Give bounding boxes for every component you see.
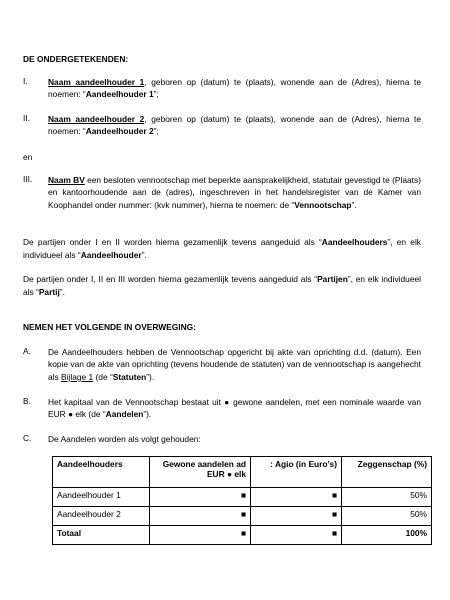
total-agio: ■ [251, 526, 342, 545]
party-2-number: II. [23, 113, 30, 123]
recital-a-letter: A. [23, 346, 31, 356]
party-1-name: Naam aandeelhouder 1 [48, 77, 145, 87]
conjunction-en: en [23, 152, 33, 162]
row-2-control: 50% [342, 507, 432, 526]
party-1-number: I. [23, 76, 28, 86]
party-2-defined: Aandeelhouder 2 [85, 126, 154, 137]
row-1-shares: ■ [150, 488, 251, 507]
header-agio: : Agio (in Euro’s) [251, 457, 342, 488]
annex-1-link[interactable]: Bijlage 1 [61, 371, 94, 382]
total-label: Totaal [53, 526, 150, 545]
table-row [53, 488, 432, 507]
row-1-shareholder: Aandeelhouder 1 [53, 488, 150, 507]
row-2-shareholder: Aandeelhouder 2 [53, 507, 150, 526]
header-aandeelhouders: Aandeelhouders [53, 457, 150, 488]
definition-aandeelhouders: De partijen onder I en II worden hierna gezamenlijk tevens aangeduid als “Aandeelhouders”, en elk individueel als “Aandeelhouder”. [23, 237, 421, 260]
party-3-number: III. [23, 174, 33, 184]
total-shares: ■ [150, 526, 251, 545]
recital-b-text: Het kapitaal van de Vennootschap bestaat uit ● gewone aandelen, met een nominale waarde van EUR ● elk (de “Aandelen”). [48, 397, 421, 420]
row-1-control: 50% [342, 488, 432, 507]
row-2-agio: ■ [251, 507, 342, 526]
shareholding-table [52, 456, 432, 545]
recital-a-text: De Aandeelhouders hebben de Vennootschap opgericht bij akte van oprichting d.d. (datum). Een kopie van de akte van oprichting (tevens houdende de statuten) van de vennootschap is aangehecht als Bijlage 1 (de “Statuten”). [48, 347, 421, 382]
recital-c-letter: C. [23, 433, 32, 443]
header-zeggenschap: Zeggenschap (%) [342, 457, 432, 488]
heading-recitals: NEMEN HET VOLGENDE IN OVERWEGING: [23, 322, 196, 332]
party-2-text: Naam aandeelhouder 2, geboren op (datum) te (plaats), wonende aan de (Adres), hierna te noemen: “Aandeelhouder 2”; [48, 114, 421, 137]
table-total-row [53, 526, 432, 545]
total-control: 100% [342, 526, 432, 545]
table-header-row [53, 457, 432, 488]
party-3-text: Naam BV een besloten vennootschap met beperkte aansprakelijkheid, statutair gevestigd te (Plaats) en kantoorhoudende aan de (adres), ingeschreven in het handelsregister van de Kamer van Koophandel onder nummer: (kvk nummer), hierna te noemen: de “Vennootschap”. [48, 175, 421, 210]
definition-partijen: De partijen onder I, II en III worden hierna gezamenlijk tevens aangeduid als “Partijen”, en elk individueel als “Partij”. [23, 274, 421, 297]
party-3-defined: Vennootschap [294, 199, 352, 210]
party-1-text: Naam aandeelhouder 1, geboren op (datum) te (plaats), wonende aan de (Adres), hierna te noemen: “Aandeelhouder 1”; [48, 77, 421, 100]
row-2-shares: ■ [150, 507, 251, 526]
party-3-name: Naam BV [48, 175, 85, 185]
table-row [53, 507, 432, 526]
recital-b-letter: B. [23, 396, 31, 406]
recital-c-text: De Aandelen worden als volgt gehouden: [48, 434, 201, 444]
header-gewone-aandelen: Gewone aandelen ad EUR ● elk [150, 457, 251, 488]
party-1-defined: Aandeelhouder 1 [85, 89, 154, 100]
row-1-agio: ■ [251, 488, 342, 507]
party-2-name: Naam aandeelhouder 2 [48, 114, 145, 124]
heading-parties: DE ONDERGETEKENDEN: [23, 54, 129, 64]
